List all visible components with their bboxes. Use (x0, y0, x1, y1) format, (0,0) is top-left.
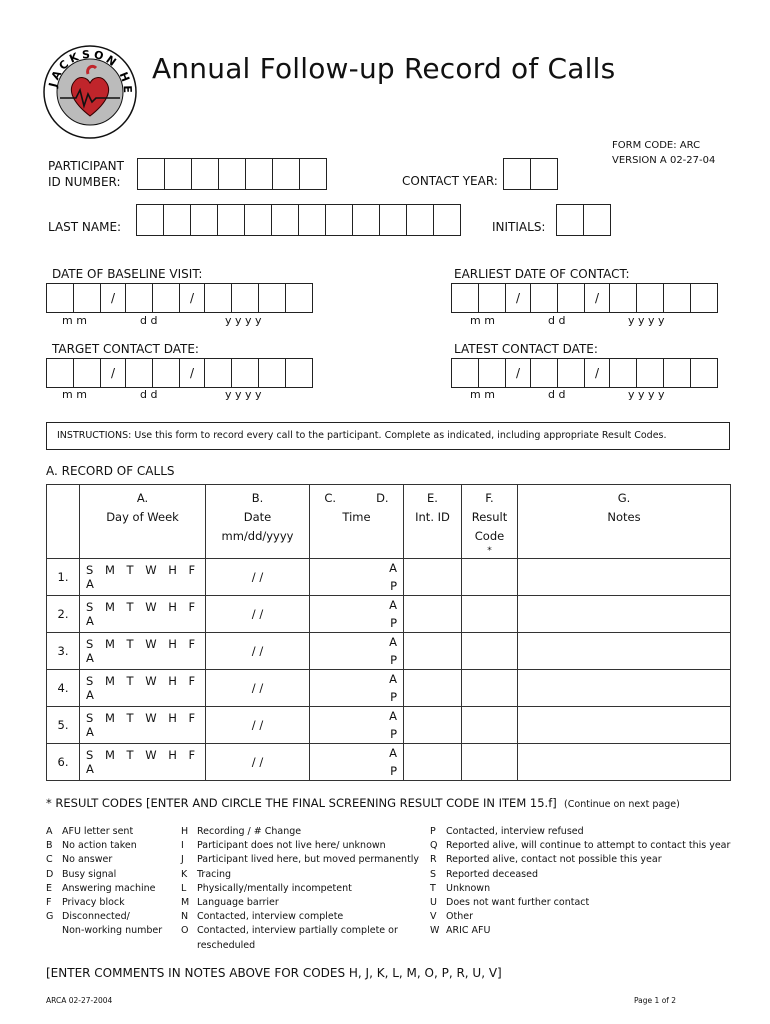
row-number-header (47, 485, 80, 559)
jackson-heart-study-logo (42, 44, 138, 140)
participant-id-input[interactable] (138, 158, 327, 190)
target-mm-hint: m m (62, 388, 87, 401)
result-code-item: rescheduled (197, 939, 256, 951)
result-code-item: P Contacted, interview refused (430, 826, 584, 837)
interviewer-id-cell[interactable] (404, 744, 462, 781)
row-number: 2. (47, 596, 80, 633)
earliest-date-input[interactable]: / / (452, 283, 718, 313)
result-code-header: F. Result Code * (462, 485, 518, 559)
time-cell[interactable]: A P (310, 559, 404, 596)
result-code-item: K Tracing (181, 868, 232, 880)
time-cell[interactable]: A P (310, 670, 404, 707)
time-cell[interactable]: A P (310, 744, 404, 781)
result-codes-heading: * RESULT CODES [ENTER AND CIRCLE THE FINAL SCREENING RESULT CODE IN ITEM 15.f] (Continue on next page) (46, 796, 680, 810)
result-code-item: Q Reported alive, will continue to attempt to contact this year (430, 840, 731, 852)
result-code-item: O Contacted, interview partially complete or (181, 925, 398, 937)
result-code-item: V Other (430, 911, 473, 923)
table-row (47, 707, 731, 744)
time-cell[interactable]: A P (310, 633, 404, 670)
baseline-dd-hint: d d (140, 314, 158, 327)
interviewer-id-cell[interactable] (404, 633, 462, 670)
initials-label: INITIALS: (492, 220, 546, 234)
row-number: 5. (47, 707, 80, 744)
interviewer-id-cell[interactable] (404, 707, 462, 744)
result-code-cell[interactable] (462, 744, 518, 781)
result-code-item: E Answering machine (46, 882, 156, 894)
latest-date-input[interactable]: / / (452, 358, 718, 388)
baseline-date-input[interactable]: / / (47, 283, 313, 313)
target-yyyy-hint: y y y y (225, 388, 262, 401)
result-code-item: B No action taken (46, 840, 137, 852)
result-code-item: L Physically/mentally incompetent (181, 882, 352, 894)
section-a-heading: A. RECORD OF CALLS (46, 464, 175, 478)
day-of-week-cell[interactable]: S M T W H F A (80, 596, 206, 633)
notes-cell[interactable] (518, 670, 731, 707)
result-codes-col-3 (430, 825, 760, 939)
interviewer-id-cell[interactable] (404, 559, 462, 596)
notes-cell[interactable] (518, 707, 731, 744)
date-cell[interactable]: / / (206, 744, 310, 781)
baseline-yyyy-hint: y y y y (225, 314, 262, 327)
interviewer-id-cell[interactable] (404, 670, 462, 707)
result-code-item: T Unknown (430, 882, 491, 894)
result-codes-col-1 (46, 825, 186, 939)
result-code-item: A AFU letter sent (46, 826, 134, 837)
notes-cell[interactable] (518, 744, 731, 781)
row-number: 1. (47, 559, 80, 596)
result-code-item: S Reported deceased (430, 868, 538, 880)
form-title: Annual Follow-up Record of Calls (152, 52, 616, 85)
table-row (47, 596, 731, 633)
result-code-item: C No answer (46, 854, 113, 866)
table-row (47, 744, 731, 781)
notes-header: G. Notes (518, 485, 731, 559)
result-code-cell[interactable] (462, 559, 518, 596)
instructions-box: INSTRUCTIONS: Use this form to record every call to the participant. Complete as indicated, including appropriate Result Codes. (46, 422, 730, 450)
result-code-item: Non-working number (62, 925, 163, 937)
date-cell[interactable]: / / (206, 707, 310, 744)
result-code-cell[interactable] (462, 707, 518, 744)
day-of-week-cell[interactable]: S M T W H F A (80, 707, 206, 744)
result-code-cell[interactable] (462, 670, 518, 707)
contact-year-input[interactable] (504, 158, 558, 190)
baseline-mm-hint: m m (62, 314, 87, 327)
row-number: 6. (47, 744, 80, 781)
day-of-week-header: A. Day of Week (80, 485, 206, 559)
initials-input[interactable] (557, 204, 611, 236)
day-of-week-cell[interactable]: S M T W H F A (80, 744, 206, 781)
table-row (47, 559, 731, 596)
target-date-input[interactable]: / / (47, 358, 313, 388)
result-codes-col-2 (181, 825, 431, 953)
earliest-yyyy-hint: y y y y (628, 314, 665, 327)
latest-date-label: LATEST CONTACT DATE: (454, 342, 598, 356)
day-of-week-cell[interactable]: S M T W H F A (80, 670, 206, 707)
notes-cell[interactable] (518, 559, 731, 596)
earliest-dd-hint: d d (548, 314, 566, 327)
day-of-week-cell[interactable]: S M T W H F A (80, 633, 206, 670)
form-code: FORM CODE: ARC (612, 140, 701, 151)
date-header: B. Date mm/dd/yyyy (206, 485, 310, 559)
date-cell[interactable]: / / (206, 670, 310, 707)
target-date-label: TARGET CONTACT DATE: (52, 342, 199, 356)
result-code-item: W ARIC AFU (430, 925, 491, 937)
notes-cell[interactable] (518, 596, 731, 633)
row-number: 4. (47, 670, 80, 707)
footer-form-id: ARCA 02-27-2004 (46, 996, 113, 1005)
result-code-cell[interactable] (462, 633, 518, 670)
row-number: 3. (47, 633, 80, 670)
result-code-item: R Reported alive, contact not possible this year (430, 854, 662, 866)
date-cell[interactable]: / / (206, 633, 310, 670)
table-row (47, 633, 731, 670)
latest-mm-hint: m m (470, 388, 495, 401)
result-code-item: H Recording / # Change (181, 826, 302, 837)
notes-cell[interactable] (518, 633, 731, 670)
earliest-mm-hint: m m (470, 314, 495, 327)
record-of-calls-table (46, 484, 731, 781)
time-cell[interactable]: A P (310, 596, 404, 633)
interviewer-id-cell[interactable] (404, 596, 462, 633)
comments-note: [ENTER COMMENTS IN NOTES ABOVE FOR CODES H, J, K, L, M, O, P, R, U, V] (46, 966, 502, 980)
baseline-date-label: DATE OF BASELINE VISIT: (52, 267, 203, 281)
time-cell[interactable]: A P (310, 707, 404, 744)
table-row (47, 670, 731, 707)
result-code-item: D Busy signal (46, 868, 117, 880)
last-name-input[interactable] (137, 204, 461, 236)
result-code-item: G Disconnected/ (46, 911, 130, 923)
footer-page-number: Page 1 of 2 (634, 996, 677, 1005)
form-code-block (612, 138, 715, 168)
interviewer-id-header: E. Int. ID (404, 485, 462, 559)
day-of-week-cell[interactable]: S M T W H F A (80, 559, 206, 596)
svg-text:JACKSON HEART STUDY: JACKSON HE (46, 47, 135, 97)
latest-yyyy-hint: y y y y (628, 388, 665, 401)
date-cell[interactable]: / / (206, 559, 310, 596)
date-cell[interactable]: / / (206, 596, 310, 633)
result-code-item: J Participant lived here, but moved permanently (181, 854, 420, 866)
result-code-cell[interactable] (462, 596, 518, 633)
latest-dd-hint: d d (548, 388, 566, 401)
time-header: C. D. Time (310, 485, 404, 559)
target-dd-hint: d d (140, 388, 158, 401)
earliest-date-label: EARLIEST DATE OF CONTACT: (454, 267, 630, 281)
result-code-item: I Participant does not live here/ unknown (181, 840, 386, 852)
result-code-item: N Contacted, interview complete (181, 911, 344, 923)
result-code-item: U Does not want further contact (430, 897, 590, 909)
result-code-item: F Privacy block (46, 897, 125, 909)
result-code-item: M Language barrier (181, 897, 279, 909)
contact-year-label: CONTACT YEAR: (402, 174, 498, 188)
participant-id-label: PARTICIPANT ID NUMBER: (48, 159, 124, 189)
form-version: VERSION A 02-27-04 (612, 155, 716, 166)
last-name-label: LAST NAME: (48, 220, 122, 234)
